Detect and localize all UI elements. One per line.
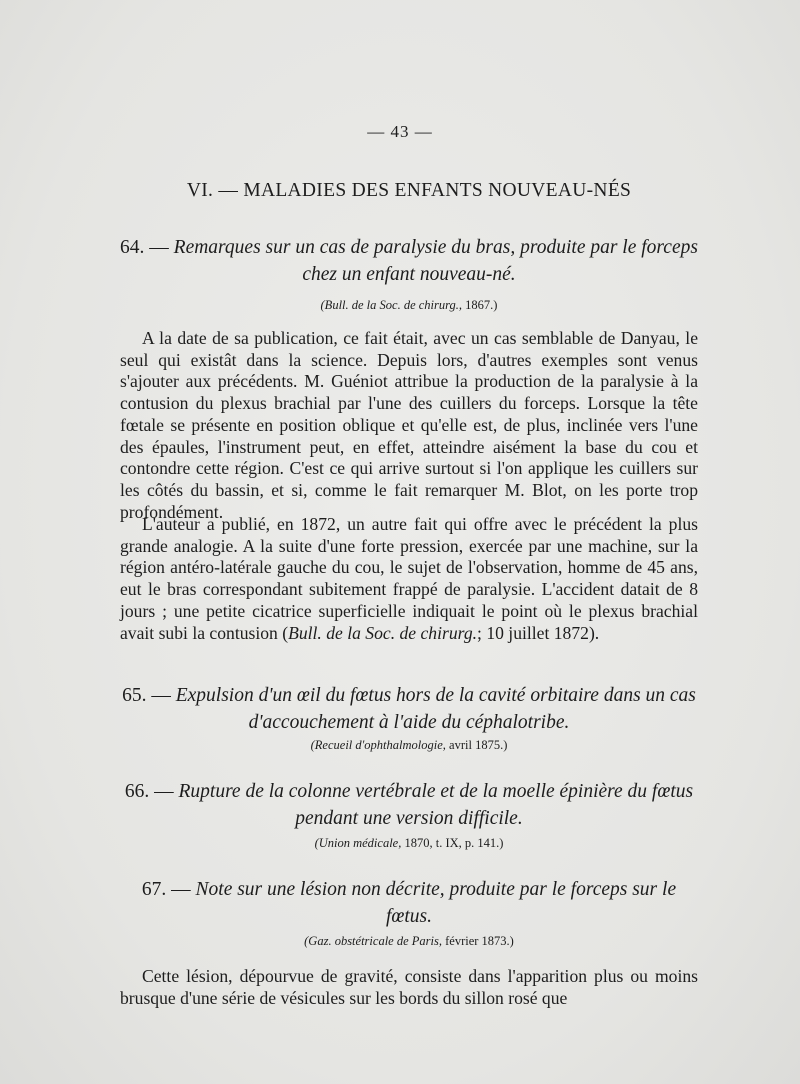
entry-number: 64. — — [120, 237, 169, 258]
entry-65-title — [120, 682, 698, 736]
entry-number: 65. — — [122, 685, 171, 706]
citation-source: (Union médicale, — [314, 836, 402, 850]
citation-detail: 1867.) — [465, 298, 498, 312]
paragraph-end: ; 10 juillet 1872). — [477, 622, 600, 643]
citation-source: (Recueil d'ophthalmologie, — [310, 738, 446, 752]
entry-67-paragraph-1: Cette lésion, dépourvue de gravité, consiste dans l'apparition plus ou moins brusque d'une série de vésicules sur les bords du sillon rosé que — [120, 966, 698, 1008]
entry-64-paragraph-1: A la date de sa publication, ce fait était, avec un cas semblable de Danyau, le seul qui existât dans la science. Depuis lors, d'autres exemples sont venus s'ajouter aux précédents. M. Guéniot attribue la production de la paralysie à la contusion du plexus brachial par l'une des cuillers du forceps. Lorsque la tête fœtale se présente en position oblique et qu'elle est, de plus, inclinée vers l'une des épaules, l'instrument peut, en effet, atteindre aisément la base du cou et contondre cette région. C'est ce qui arrive surtout si l'on applique les cuillers sur les côtés du bassin, et si, comme le fait remarquer M. Blot, on les porte trop profondément. — [120, 328, 698, 522]
entry-64-paragraph-2 — [120, 514, 698, 644]
page-number: — 43 — — [367, 122, 433, 141]
entry-66-title — [120, 778, 698, 832]
paragraph-text: L'auteur a publié, en 1872, un autre fait qui offre avec le précédent la plus grande analogie. A la suite d'une forte pression, exercée par une machine, sur la région antéro-latérale gauche du cou, le sujet de l'observation, homme de 45 ans, eut le bras correspondant subitement frappé de paralysie. L'accident datait de 8 jours ; une petite cicatrice superficielle indiquait le point où le plexus brachial avait subi la contusion ( — [120, 514, 698, 643]
entry-65-citation — [120, 738, 698, 753]
citation-detail: avril 1875.) — [449, 738, 508, 752]
entry-67-citation — [120, 934, 698, 949]
entry-number: 67. — — [141, 879, 191, 900]
entry-title-text: Expulsion d'un œil du fœtus hors de la cavité orbitaire dans un cas d'accouchement à l'aide du céphalotribe. — [175, 685, 696, 733]
citation-detail: 1870, t. IX, p. 141.) — [404, 836, 504, 850]
entry-64-title — [120, 234, 698, 288]
entry-number: 66. — — [124, 781, 174, 802]
entry-66-citation — [120, 836, 698, 851]
section-heading: VI. — MALADIES DES ENFANTS NOUVEAU-NÉS — [186, 180, 632, 201]
entry-title-text: Remarques sur un cas de paralysie du bras, produite par le forceps chez un enfant nouveau-né. — [173, 237, 698, 285]
entry-title-text: Rupture de la colonne vertébrale et de la moelle épinière du fœtus pendant une version difficile. — [178, 781, 694, 829]
paragraph-citation: Bull. de la Soc. de chirurg. — [288, 622, 478, 643]
entry-64-citation — [120, 298, 698, 313]
citation-source: (Bull. de la Soc. de chirurg., — [320, 298, 463, 312]
entry-title-text: Note sur une lésion non décrite, produite par le forceps sur le fœtus. — [195, 879, 677, 927]
citation-source: (Gaz. obstétricale de Paris, — [304, 934, 442, 948]
entry-67-title — [120, 876, 698, 930]
citation-detail: février 1873.) — [445, 934, 514, 948]
